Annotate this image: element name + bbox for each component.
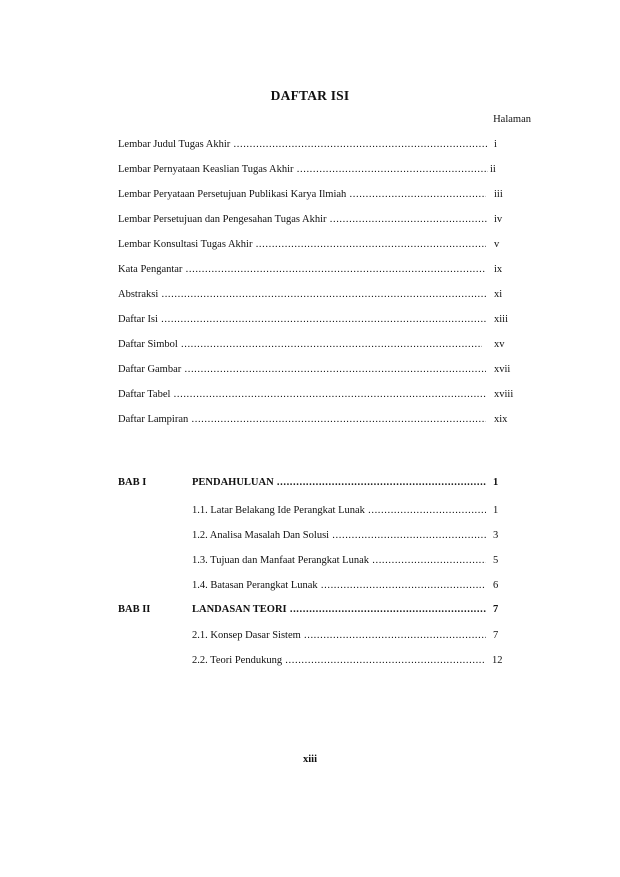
chapter-page: 7	[493, 604, 499, 615]
toc-entry-page: i	[494, 139, 497, 150]
toc-entry-page: xix	[494, 414, 508, 425]
chapter-title: LANDASAN TEORI .....	[192, 603, 486, 617]
section-entry-page: 6	[493, 580, 499, 591]
toc-entry-label: Daftar Tabel .....	[118, 388, 486, 402]
page-title: DAFTAR ISI	[270, 88, 350, 103]
section-entry-label: 1.2. Analisa Masalah Dan Solusi .....	[192, 529, 486, 543]
section-entry-label: 2.1. Konsep Dasar Sistem .....	[192, 629, 486, 643]
chapter-title: PENDAHULUAN .....	[192, 476, 486, 490]
toc-entry-page: v	[494, 239, 500, 250]
toc-entry-page: iii	[494, 189, 503, 200]
toc-entry-label: Daftar Gambar .....	[118, 363, 486, 377]
halaman-label: Halaman	[493, 114, 531, 125]
toc-entry-page: xv	[494, 339, 505, 350]
toc-entry-label: Lembar Judul Tugas Akhir .....	[118, 138, 488, 152]
section-entry-label: 1.1. Latar Belakang Ide Perangkat Lunak .....	[192, 504, 486, 518]
section-entry-page: 12	[492, 655, 503, 666]
section-entry-label: 2.2. Teori Pendukung .....	[192, 654, 484, 668]
toc-entry-label: Kata Pengantar .....	[118, 263, 486, 277]
section-entry-page: 1	[493, 505, 499, 516]
toc-entry-page: xi	[494, 289, 503, 300]
toc-entry-label: Lembar Peryataan Persetujuan Publikasi Karya Ilmiah .....	[118, 188, 486, 202]
toc-entry-label: Lembar Persetujuan dan Pengesahan Tugas Akhir .....	[118, 213, 488, 227]
toc-entry-page: iv	[494, 214, 503, 225]
toc-entry-page: ii	[490, 164, 496, 175]
section-entry-label: 1.3. Tujuan dan Manfaat Perangkat Lunak .....	[192, 554, 486, 568]
chapter-number: BAB I	[118, 477, 147, 488]
toc-entry-page: xviii	[494, 389, 514, 400]
toc-entry-label: Daftar Isi .....	[118, 313, 486, 327]
page-number: xiii	[302, 754, 317, 765]
section-entry-page: 3	[493, 530, 499, 541]
section-entry-label: 1.4. Batasan Perangkat Lunak .....	[192, 579, 486, 593]
section-entry-page: 7	[493, 630, 499, 641]
toc-entry-label: Daftar Lampiran .....	[118, 413, 486, 427]
toc-entry-label: Lembar Konsultasi Tugas Akhir .....	[118, 238, 486, 252]
toc-entry-page: xiii	[494, 314, 509, 325]
chapter-number: BAB II	[118, 604, 151, 615]
toc-entry-page: xvii	[494, 364, 511, 375]
toc-entry-label: Lembar Pernyataan Keaslian Tugas Akhir .....	[118, 163, 488, 177]
section-entry-page: 5	[493, 555, 499, 566]
toc-entry-label: Abstraksi .....	[118, 288, 486, 302]
toc-entry-page: ix	[494, 264, 503, 275]
chapter-page: 1	[493, 477, 499, 488]
toc-entry-label: Daftar Simbol .....	[118, 338, 482, 352]
